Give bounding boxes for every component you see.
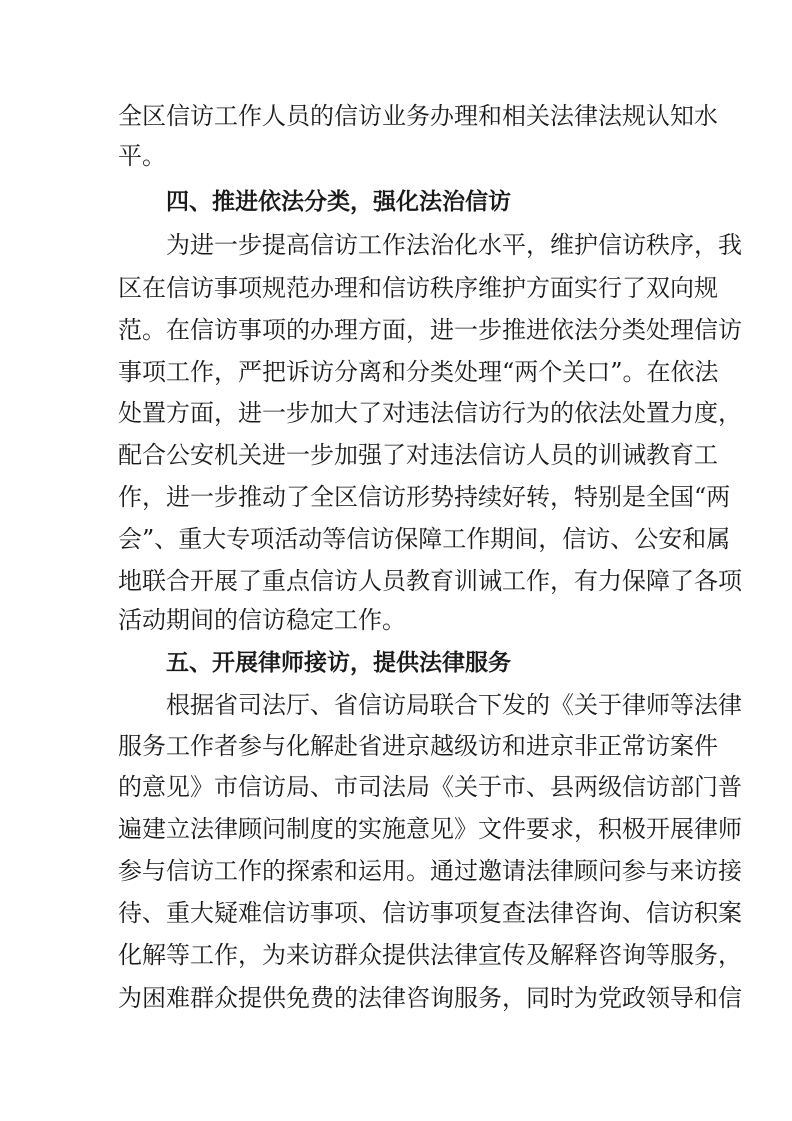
- paragraph-line: 的意见》市信访局、市司法局《关于市、县两级信访部门普: [118, 773, 742, 801]
- paragraph-line: 全区信访工作人员的信访业务办理和相关法律法规认知水: [118, 102, 718, 130]
- paragraph-line: 服务工作者参与化解赴省进京越级访和进京非正常访案件: [118, 732, 718, 760]
- paragraph-line: 配合公安机关进一步加强了对违法信访人员的训诫教育工: [118, 441, 718, 469]
- paragraph-line: 事项工作，严把诉访分离和分类处理“两个关口”。在依法: [118, 358, 719, 386]
- paragraph-line: 遍建立法律顾问制度的实施意见》文件要求，积极开展律师: [118, 815, 742, 843]
- paragraph-line: 参与信访工作的探索和运用。通过邀请法律顾问参与来访接: [118, 857, 742, 885]
- paragraph-line: 平。: [118, 142, 166, 170]
- paragraph-line: 地联合开展了重点信访人员教育训诫工作，有力保障了各项: [118, 567, 742, 595]
- paragraph-line: 范。在信访事项的办理方面，进一步推进依法分类处理信访: [118, 316, 742, 344]
- paragraph-line: 作，进一步推动了全区信访形势持续好转，特别是全国“两: [118, 483, 731, 511]
- paragraph-line: 区在信访事项规范办理和信访秩序维护方面实行了双向规: [118, 274, 718, 302]
- paragraph-line: 化解等工作，为来访群众提供法律宣传及解释咨询等服务，: [118, 941, 742, 969]
- paragraph-line: 活动期间的信访稳定工作。: [118, 606, 406, 634]
- section-heading-5: 五、开展律师接访，提供法律服务: [166, 649, 511, 676]
- paragraph-line: 处置方面，进一步加大了对违法信访行为的依法处置力度，: [118, 399, 742, 427]
- paragraph-line: 根据省司法厅、省信访局联合下发的《关于律师等法律: [166, 691, 742, 719]
- paragraph-line: 为进一步提高信访工作法治化水平，维护信访秩序，我: [166, 231, 742, 259]
- paragraph-line: 会”、重大专项活动等信访保障工作期间，信访、公安和属: [118, 525, 731, 553]
- paragraph-line: 为困难群众提供免费的法律咨询服务，同时为党政领导和信: [118, 984, 742, 1012]
- paragraph-line: 待、重大疑难信访事项、信访事项复查法律咨询、信访积案: [118, 899, 742, 927]
- section-heading-4: 四、推进依法分类，强化法治信访: [166, 188, 511, 215]
